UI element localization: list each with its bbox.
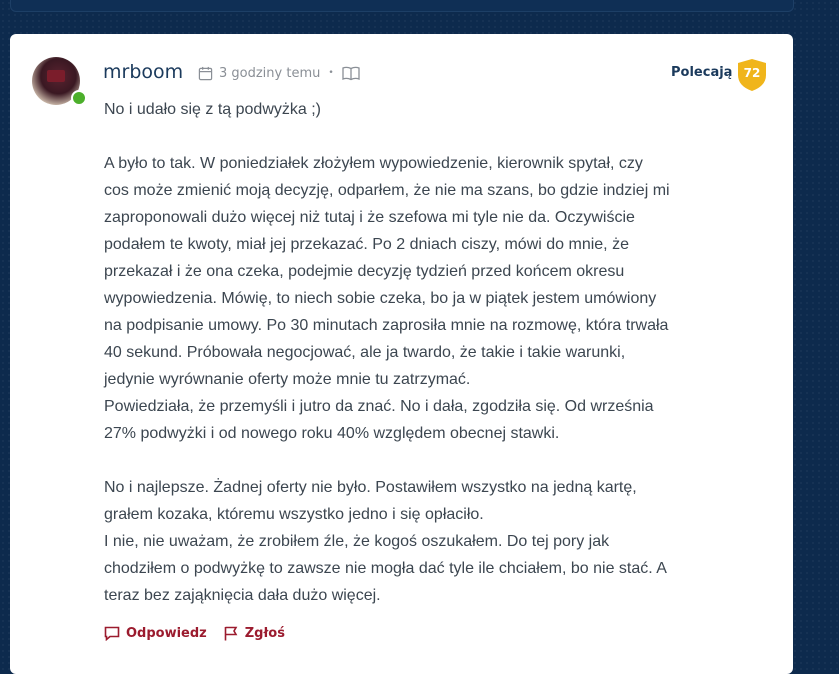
book-icon[interactable] bbox=[342, 66, 360, 81]
report-label: Zgłoś bbox=[244, 626, 285, 641]
online-status-icon bbox=[71, 90, 87, 106]
username-link[interactable]: mrboom bbox=[103, 61, 184, 83]
report-button[interactable] bbox=[223, 626, 285, 641]
post-paragraph: No i najlepsze. Żadnej oferty nie było. Postawiłem wszystko na jedną kartę, grałem kozaka, któremu wszystko jedno i się opłaciło. I nie, nie uważam, że zrobiłem źle, że kogoś oszukałem. Do tej pory jak chodziłem o podwyżkę to zawsze nie mogła dać tyle ile chciałem, bo nie stać. A teraz bez zająknięcia dała dużo więcej. bbox=[104, 479, 667, 604]
reply-icon bbox=[104, 626, 120, 641]
avatar-image-detail bbox=[47, 70, 65, 82]
post-paragraph: A było to tak. W poniedziałek złożyłem wypowiedzenie, kierownik spytał, czy cos może zmienić moją decyzję, odparłem, że nie ma szans, bo gdzie indziej mi zaproponowali dużo więcej niż tutaj i że szefowa mi tyle nie da. Oczywiście podałem te kwoty, miał jej przekazać. Po 2 dniach ciszy, mówi do mnie, że przekazał i że ona czeka, podejmie decyzję tydzień przed końcem okresu wypowiedzenia. Mówię, to niech sobie czeka, bo ja w piątek jestem umówiony na podpisanie umowy. Po 30 minutach zaprosiła mnie na rozmowę, która trwała 40 sekund. Próbowała negocjować, ale ja twardo, że takie i takie warunki, jedynie wyrównanie oferty może mnie tu zatrzymać. Powiedziała, że przemyśli i jutro da znać. No i dała, zgodziła się. Od września 27% podwyżki i od nowego roku 40% względem obecnej stawki. bbox=[104, 155, 670, 442]
post-paragraph: No i udało się z tą podwyżka ;) bbox=[104, 101, 321, 118]
post-time[interactable]: 3 godziny temu bbox=[219, 65, 321, 81]
meta-separator: • bbox=[328, 68, 334, 78]
post-card bbox=[10, 34, 793, 674]
post-actions bbox=[104, 626, 301, 641]
recommend-count: 72 bbox=[743, 66, 761, 80]
post-meta bbox=[198, 63, 360, 83]
reply-label: Odpowiedz bbox=[126, 626, 207, 641]
recommend-badge[interactable] bbox=[735, 58, 769, 92]
calendar-icon bbox=[198, 66, 213, 81]
recommend-label[interactable]: Polecają bbox=[671, 65, 733, 80]
flag-icon bbox=[223, 626, 239, 641]
post-content bbox=[104, 96, 714, 609]
reply-button[interactable] bbox=[104, 626, 207, 641]
previous-post-card bbox=[10, 0, 794, 12]
